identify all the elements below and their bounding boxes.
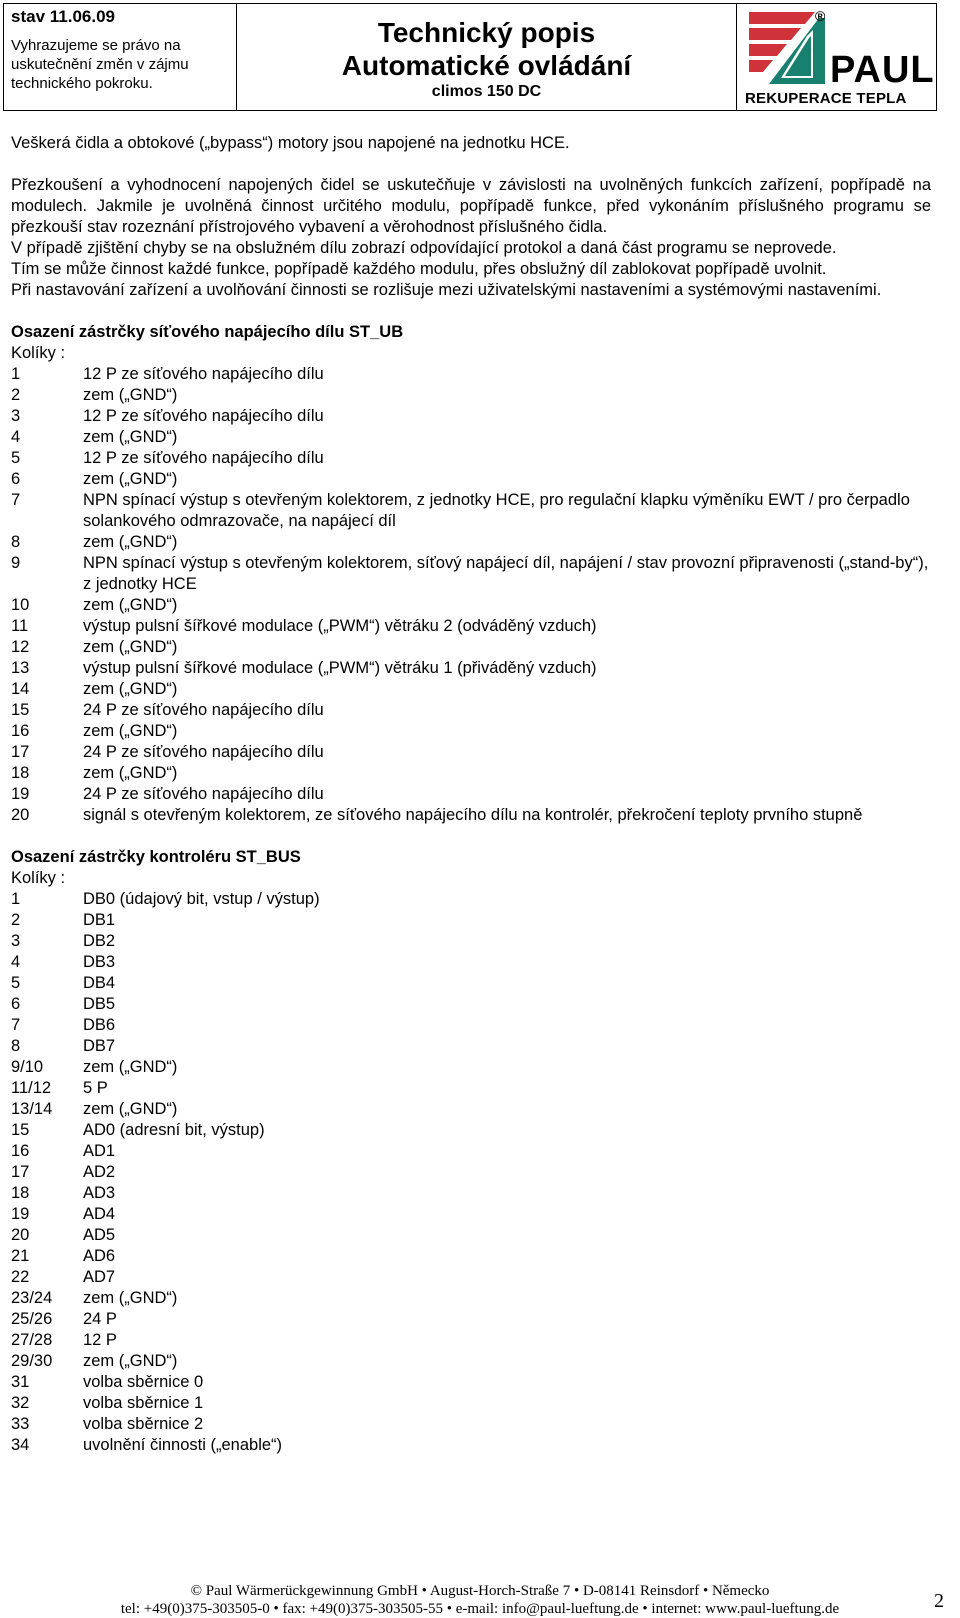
pin-number: 18: [11, 764, 30, 782]
pin-description: AD5: [83, 1226, 116, 1244]
pin-row: [11, 364, 931, 385]
pin-row: [11, 973, 931, 994]
pin-number: 2: [11, 386, 21, 404]
pin-number: 14: [11, 680, 30, 698]
pin-number: 5: [11, 974, 21, 992]
pin-row: [11, 1141, 931, 1162]
pin-number: 12: [11, 638, 30, 656]
product-name: climos 150 DC: [431, 83, 542, 100]
pin-description: 24 P ze síťového napájecího dílu: [83, 701, 324, 719]
pin-row: [11, 1162, 931, 1183]
pin-row: [11, 1435, 931, 1456]
pin-row: [11, 1288, 931, 1309]
pin-row: [11, 679, 931, 700]
pin-description: volba sběrnice 0: [83, 1373, 204, 1391]
pin-description: AD2: [83, 1163, 116, 1181]
pin-row: [11, 637, 931, 658]
pin-number: 9/10: [11, 1058, 44, 1076]
pin-row: [11, 385, 931, 406]
logo-wordmark: PAUL: [830, 49, 935, 91]
pin-number: 5: [11, 449, 21, 467]
pin-description: DB2: [83, 932, 116, 950]
intro-paragraph-1: Veškerá čidla a obtokové („bypass“) motory jsou napojené na jednotku HCE.: [11, 134, 570, 152]
pin-number: 33: [11, 1415, 30, 1433]
pin-description: DB7: [83, 1037, 116, 1055]
pin-row: [11, 1183, 931, 1204]
pin-row: [11, 1372, 931, 1393]
pin-row: [11, 700, 931, 721]
pin-description: uvolnění činnosti („enable“): [83, 1436, 283, 1454]
pin-number: 11: [11, 617, 29, 635]
pin-description: zem („GND“): [83, 680, 178, 698]
change-reservation-note: Vyhrazujeme se právo na uskutečnění změn v zájmu technického pokroku.: [11, 37, 189, 92]
pin-number: 4: [11, 953, 21, 971]
section-bus-pins-label: Kolíky :: [11, 869, 66, 887]
pin-row: [11, 406, 931, 427]
pin-number: 3: [11, 932, 21, 950]
pin-description: AD4: [83, 1205, 116, 1223]
pin-number: 22: [11, 1268, 30, 1286]
pin-row: [11, 994, 931, 1015]
pin-number: 8: [11, 533, 21, 551]
logo-tagline: REKUPERACE TEPLA: [745, 90, 907, 107]
pin-row: [11, 490, 931, 532]
pin-description: 24 P ze síťového napájecího dílu: [83, 743, 324, 761]
pin-row: [11, 1120, 931, 1141]
page-footer: [0, 1582, 960, 1618]
pin-number: 7: [11, 491, 21, 509]
pin-description: zem („GND“): [83, 722, 178, 740]
pin-number: 3: [11, 407, 21, 425]
pin-number: 6: [11, 470, 21, 488]
company-logo: [737, 4, 936, 110]
pin-row: [11, 658, 931, 679]
pin-number: 9: [11, 554, 21, 572]
pin-number: 19: [11, 785, 30, 803]
pin-row: [11, 805, 931, 826]
pin-description: AD6: [83, 1247, 116, 1265]
revision-date: stav 11.06.09: [11, 7, 115, 26]
pin-row: [11, 952, 931, 973]
intro-paragraph-5: Při nastavování zařízení a uvolňování činnosti se rozlišuje mezi uživatelskými nastaveními a systémovými nastaveními.: [11, 281, 882, 299]
pin-description: DB4: [83, 974, 116, 992]
pin-row: [11, 1414, 931, 1435]
pin-description: zem („GND“): [83, 386, 178, 404]
pin-number: 13/14: [11, 1100, 53, 1118]
pin-number: 32: [11, 1394, 30, 1412]
pin-row: [11, 1057, 931, 1078]
pin-description: volba sběrnice 1: [83, 1394, 204, 1412]
pin-number: 27/28: [11, 1331, 53, 1349]
pin-number: 10: [11, 596, 30, 614]
pin-number: 20: [11, 806, 30, 824]
pin-description: zem („GND“): [83, 596, 178, 614]
pin-description: zem („GND“): [83, 470, 178, 488]
pin-number: 11/12: [11, 1079, 52, 1097]
pin-row: [11, 448, 931, 469]
pin-description: výstup pulsní šířkové modulace („PWM“) větráku 2 (odváděný vzduch): [83, 617, 597, 635]
registered-mark: ®: [815, 8, 826, 24]
pin-row: [11, 595, 931, 616]
pin-description: 12 P ze síťového napájecího dílu: [83, 365, 324, 383]
pin-row: [11, 889, 931, 910]
pin-number: 15: [11, 1121, 30, 1139]
pin-description: AD1: [83, 1142, 116, 1160]
pin-description: výstup pulsní šířkové modulace („PWM“) větráku 1 (přiváděný vzduch): [83, 659, 597, 677]
pin-row: [11, 763, 931, 784]
pin-description: DB1: [83, 911, 116, 929]
title-line-1: Technický popis: [377, 17, 596, 48]
pin-row: [11, 721, 931, 742]
pin-description: zem („GND“): [83, 1100, 178, 1118]
pin-description: AD7: [83, 1268, 116, 1286]
pin-number: 7: [11, 1016, 21, 1034]
page-number: 2: [934, 1590, 944, 1612]
pin-row: [11, 910, 931, 931]
pin-description: zem („GND“): [83, 1058, 178, 1076]
header-left-cell: [4, 4, 237, 110]
pin-description: 12 P ze síťového napájecího dílu: [83, 449, 324, 467]
pin-number: 25/26: [11, 1310, 53, 1328]
pin-number: 6: [11, 995, 21, 1013]
title-line-2: Automatické ovládání: [341, 50, 632, 81]
pin-description: zem („GND“): [83, 428, 178, 446]
pin-description: zem („GND“): [83, 533, 178, 551]
pin-number: 31: [11, 1373, 30, 1391]
pin-description: NPN spínací výstup s otevřeným kolektorem, síťový napájecí díl, napájení / stav provozní připravenosti („stand-by“), z jednotky HCE: [83, 554, 929, 593]
pin-row: [11, 427, 931, 448]
pin-row: [11, 616, 931, 637]
pin-number: 34: [11, 1436, 30, 1454]
document-header: [3, 3, 937, 111]
pin-number: 1: [11, 890, 21, 908]
pin-description: DB5: [83, 995, 116, 1013]
footer-contacts: tel: +49(0)375-303505-0 • fax: +49(0)375-303505-55 • e-mail: info@paul-lueftung.de • internet: www.paul-lueftung.de: [120, 1601, 840, 1617]
pin-description: DB6: [83, 1016, 116, 1034]
pin-number: 13: [11, 659, 30, 677]
intro-paragraph-2: Přezkoušení a vyhodnocení napojených čidel se uskutečňuje v závislosti na uvolněných funkcích zařízení, popřípadě na modulech. Jakmile je uvolněná činnost určitého modulu, popřípadě funkce, před vykonáním příslušného programu se přezkouší stav rozeznání přístrojového vybavení a věrohodnost příslušného čidla.: [11, 176, 931, 236]
pin-row: [11, 1351, 931, 1372]
pin-row: [11, 742, 931, 763]
pin-description: 24 P: [83, 1310, 117, 1328]
pin-description: zem („GND“): [83, 764, 178, 782]
document-body: [11, 133, 931, 1456]
pin-description: NPN spínací výstup s otevřeným kolektorem, z jednotky HCE, pro regulační klapku výměníku EWT / pro čerpadlo solankového odmrazovače, na napájecí díl: [83, 491, 910, 530]
section-ub-pins-label: Kolíky :: [11, 344, 66, 362]
pin-description: AD3: [83, 1184, 116, 1202]
pin-row: [11, 1246, 931, 1267]
pin-list-ub: [11, 364, 931, 826]
pin-number: 18: [11, 1184, 30, 1202]
pin-number: 21: [11, 1247, 30, 1265]
pin-row: [11, 469, 931, 490]
pin-number: 17: [11, 743, 30, 761]
header-title-cell: [237, 4, 737, 110]
pin-description: 24 P ze síťového napájecího dílu: [83, 785, 324, 803]
pin-row: [11, 1036, 931, 1057]
pin-row: [11, 1078, 931, 1099]
pin-row: [11, 1309, 931, 1330]
pin-number: 4: [11, 428, 21, 446]
pin-row: [11, 1330, 931, 1351]
pin-number: 8: [11, 1037, 21, 1055]
pin-description: zem („GND“): [83, 1352, 178, 1370]
intro-paragraph-4: Tím se může činnost každé funkce, popřípadě každého modulu, přes obslužný díl zablokovat popřípadě uvolnit.: [11, 260, 827, 278]
pin-row: [11, 1225, 931, 1246]
pin-description: 5 P: [83, 1079, 108, 1097]
pin-number: 16: [11, 1142, 30, 1160]
pin-row: [11, 784, 931, 805]
pin-description: 12 P ze síťového napájecího dílu: [83, 407, 324, 425]
pin-description: AD0 (adresní bit, výstup): [83, 1121, 265, 1139]
footer-address: © Paul Wärmerückgewinnung GmbH • August-Horch-Straße 7 • D-08141 Reinsdorf • Německo: [190, 1583, 770, 1599]
pin-number: 15: [11, 701, 30, 719]
pin-description: zem („GND“): [83, 638, 178, 656]
pin-number: 17: [11, 1163, 30, 1181]
pin-description: signál s otevřeným kolektorem, ze síťového napájecího dílu na kontrolér, překročení teploty prvního stupně: [83, 806, 863, 824]
section-ub-title: Osazení zástrčky síťového napájecího dílu ST_UB: [11, 323, 404, 341]
pin-number: 1: [11, 365, 21, 383]
pin-description: DB3: [83, 953, 116, 971]
pin-row: [11, 532, 931, 553]
pin-row: [11, 1393, 931, 1414]
pin-number: 23/24: [11, 1289, 53, 1307]
pin-row: [11, 553, 931, 595]
pin-row: [11, 1015, 931, 1036]
pin-number: 20: [11, 1226, 30, 1244]
pin-description: DB0 (údajový bit, vstup / výstup): [83, 890, 320, 908]
pin-row: [11, 1267, 931, 1288]
pin-number: 19: [11, 1205, 30, 1223]
pin-description: zem („GND“): [83, 1289, 178, 1307]
pin-description: volba sběrnice 2: [83, 1415, 204, 1433]
document-title: [237, 16, 736, 82]
pin-row: [11, 1204, 931, 1225]
pin-list-bus: [11, 889, 931, 1456]
pin-number: 2: [11, 911, 21, 929]
pin-number: 29/30: [11, 1352, 53, 1370]
pin-row: [11, 1099, 931, 1120]
intro-paragraph-3: V případě zjištění chyby se na obslužném dílu zobrazí odpovídající protokol a daná část programu se neprovede.: [11, 239, 837, 257]
section-bus-title: Osazení zástrčky kontroléru ST_BUS: [11, 848, 301, 866]
pin-row: [11, 931, 931, 952]
pin-number: 16: [11, 722, 30, 740]
pin-description: 12 P: [83, 1331, 117, 1349]
